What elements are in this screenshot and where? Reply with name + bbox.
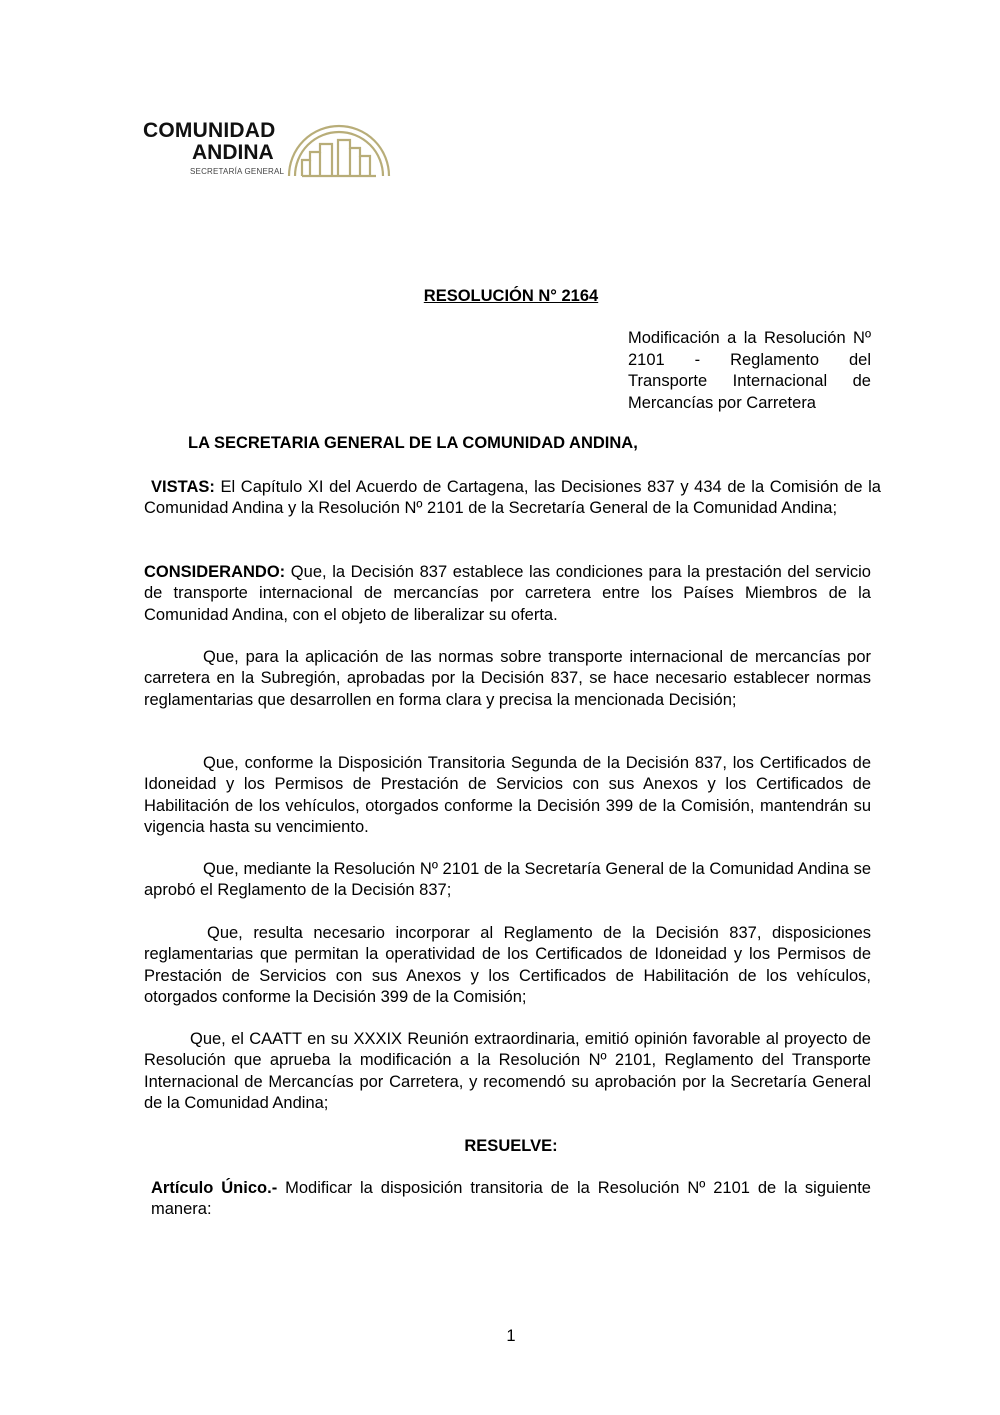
- whereas-paragraph-5: Que, el CAATT en su XXXIX Reunión extraordinaria, emitió opinión favorable al proyecto de Resolución que aprueba la modificación a la Resolución Nº 2101, Reglamento del Transporte Internacional de Mercancías por Carretera, y recomendó su aprobación por la Secretaría General de la Comunidad Andina;: [144, 1030, 871, 1112]
- logo-line-1: COMUNIDAD: [143, 119, 276, 142]
- whereas-paragraph-1: Que, para la aplicación de las normas sobre transporte internacional de mercancías por carretera en la Subregión, aprobadas por la Decisión 837, se hace necesario establecer normas reglamentarias que desarrollen en forma clara y precisa la mencionada Decisión;: [144, 648, 871, 709]
- resolution-subject: Modificación a la Resolución Nº 2101 - Reglamento del Transporte Internacional de Mercancías por Carretera: [628, 329, 871, 412]
- vistas-text: El Capítulo XI del Acuerdo de Cartagena, las Decisiones 837 y 434 de la Comisión de la Comunidad Andina y la Resolución Nº 2101 de la Secretaría General de la Comunidad Andina;: [144, 478, 881, 518]
- vistas-paragraph: [144, 477, 881, 520]
- logo-line-3: SECRETARÍA GENERAL: [190, 167, 285, 176]
- articulo-label: Artículo Único.-: [151, 1179, 278, 1197]
- comunidad-andina-logo: [140, 116, 400, 180]
- resuelve-heading: RESUELVE:: [464, 1137, 558, 1155]
- resolution-title: RESOLUCIÓN N° 2164: [423, 287, 599, 305]
- considerando-label: CONSIDERANDO:: [144, 563, 286, 581]
- vistas-label: VISTAS:: [151, 478, 215, 496]
- articulo-unico-paragraph: [151, 1178, 871, 1221]
- page-number: 1: [506, 1327, 516, 1345]
- considerando-paragraph: [144, 562, 871, 626]
- logo-line-2: ANDINA: [192, 141, 274, 164]
- andean-emblem-icon: [285, 116, 393, 178]
- issuing-authority: LA SECRETARIA GENERAL DE LA COMUNIDAD ANDINA,: [188, 434, 638, 452]
- whereas-paragraph-4: Que, resulta necesario incorporar al Reglamento de la Decisión 837, disposiciones reglamentarias que permitan la operatividad de los Certificados de Idoneidad y los Permisos de Prestación de Servicios con sus Anexos y los Certificados de Habilitación de los vehículos, otorgados conforme la Decisión 399 de la Comisión;: [144, 924, 871, 1006]
- considerando-text: Que, la Decisión 837 establece las condiciones para la prestación del servicio de transporte internacional de mercancías por carretera entre los Países Miembros de la Comunidad Andina, con el objeto de liberalizar su oferta.: [144, 563, 871, 624]
- articulo-text: Modificar la disposición transitoria de la Resolución Nº 2101 de la siguiente manera:: [151, 1179, 871, 1219]
- whereas-paragraph-3: Que, mediante la Resolución Nº 2101 de la Secretaría General de la Comunidad Andina se aprobó el Reglamento de la Decisión 837;: [144, 860, 871, 900]
- whereas-paragraph-2: Que, conforme la Disposición Transitoria Segunda de la Decisión 837, los Certificados de Idoneidad y los Permisos de Prestación de Servicios con sus Anexos y los Certificados de Habilitación de los vehículos, otorgados conforme la Decisión 399 de la Comisión, mantendrán su vigencia hasta su vencimiento.: [144, 754, 871, 836]
